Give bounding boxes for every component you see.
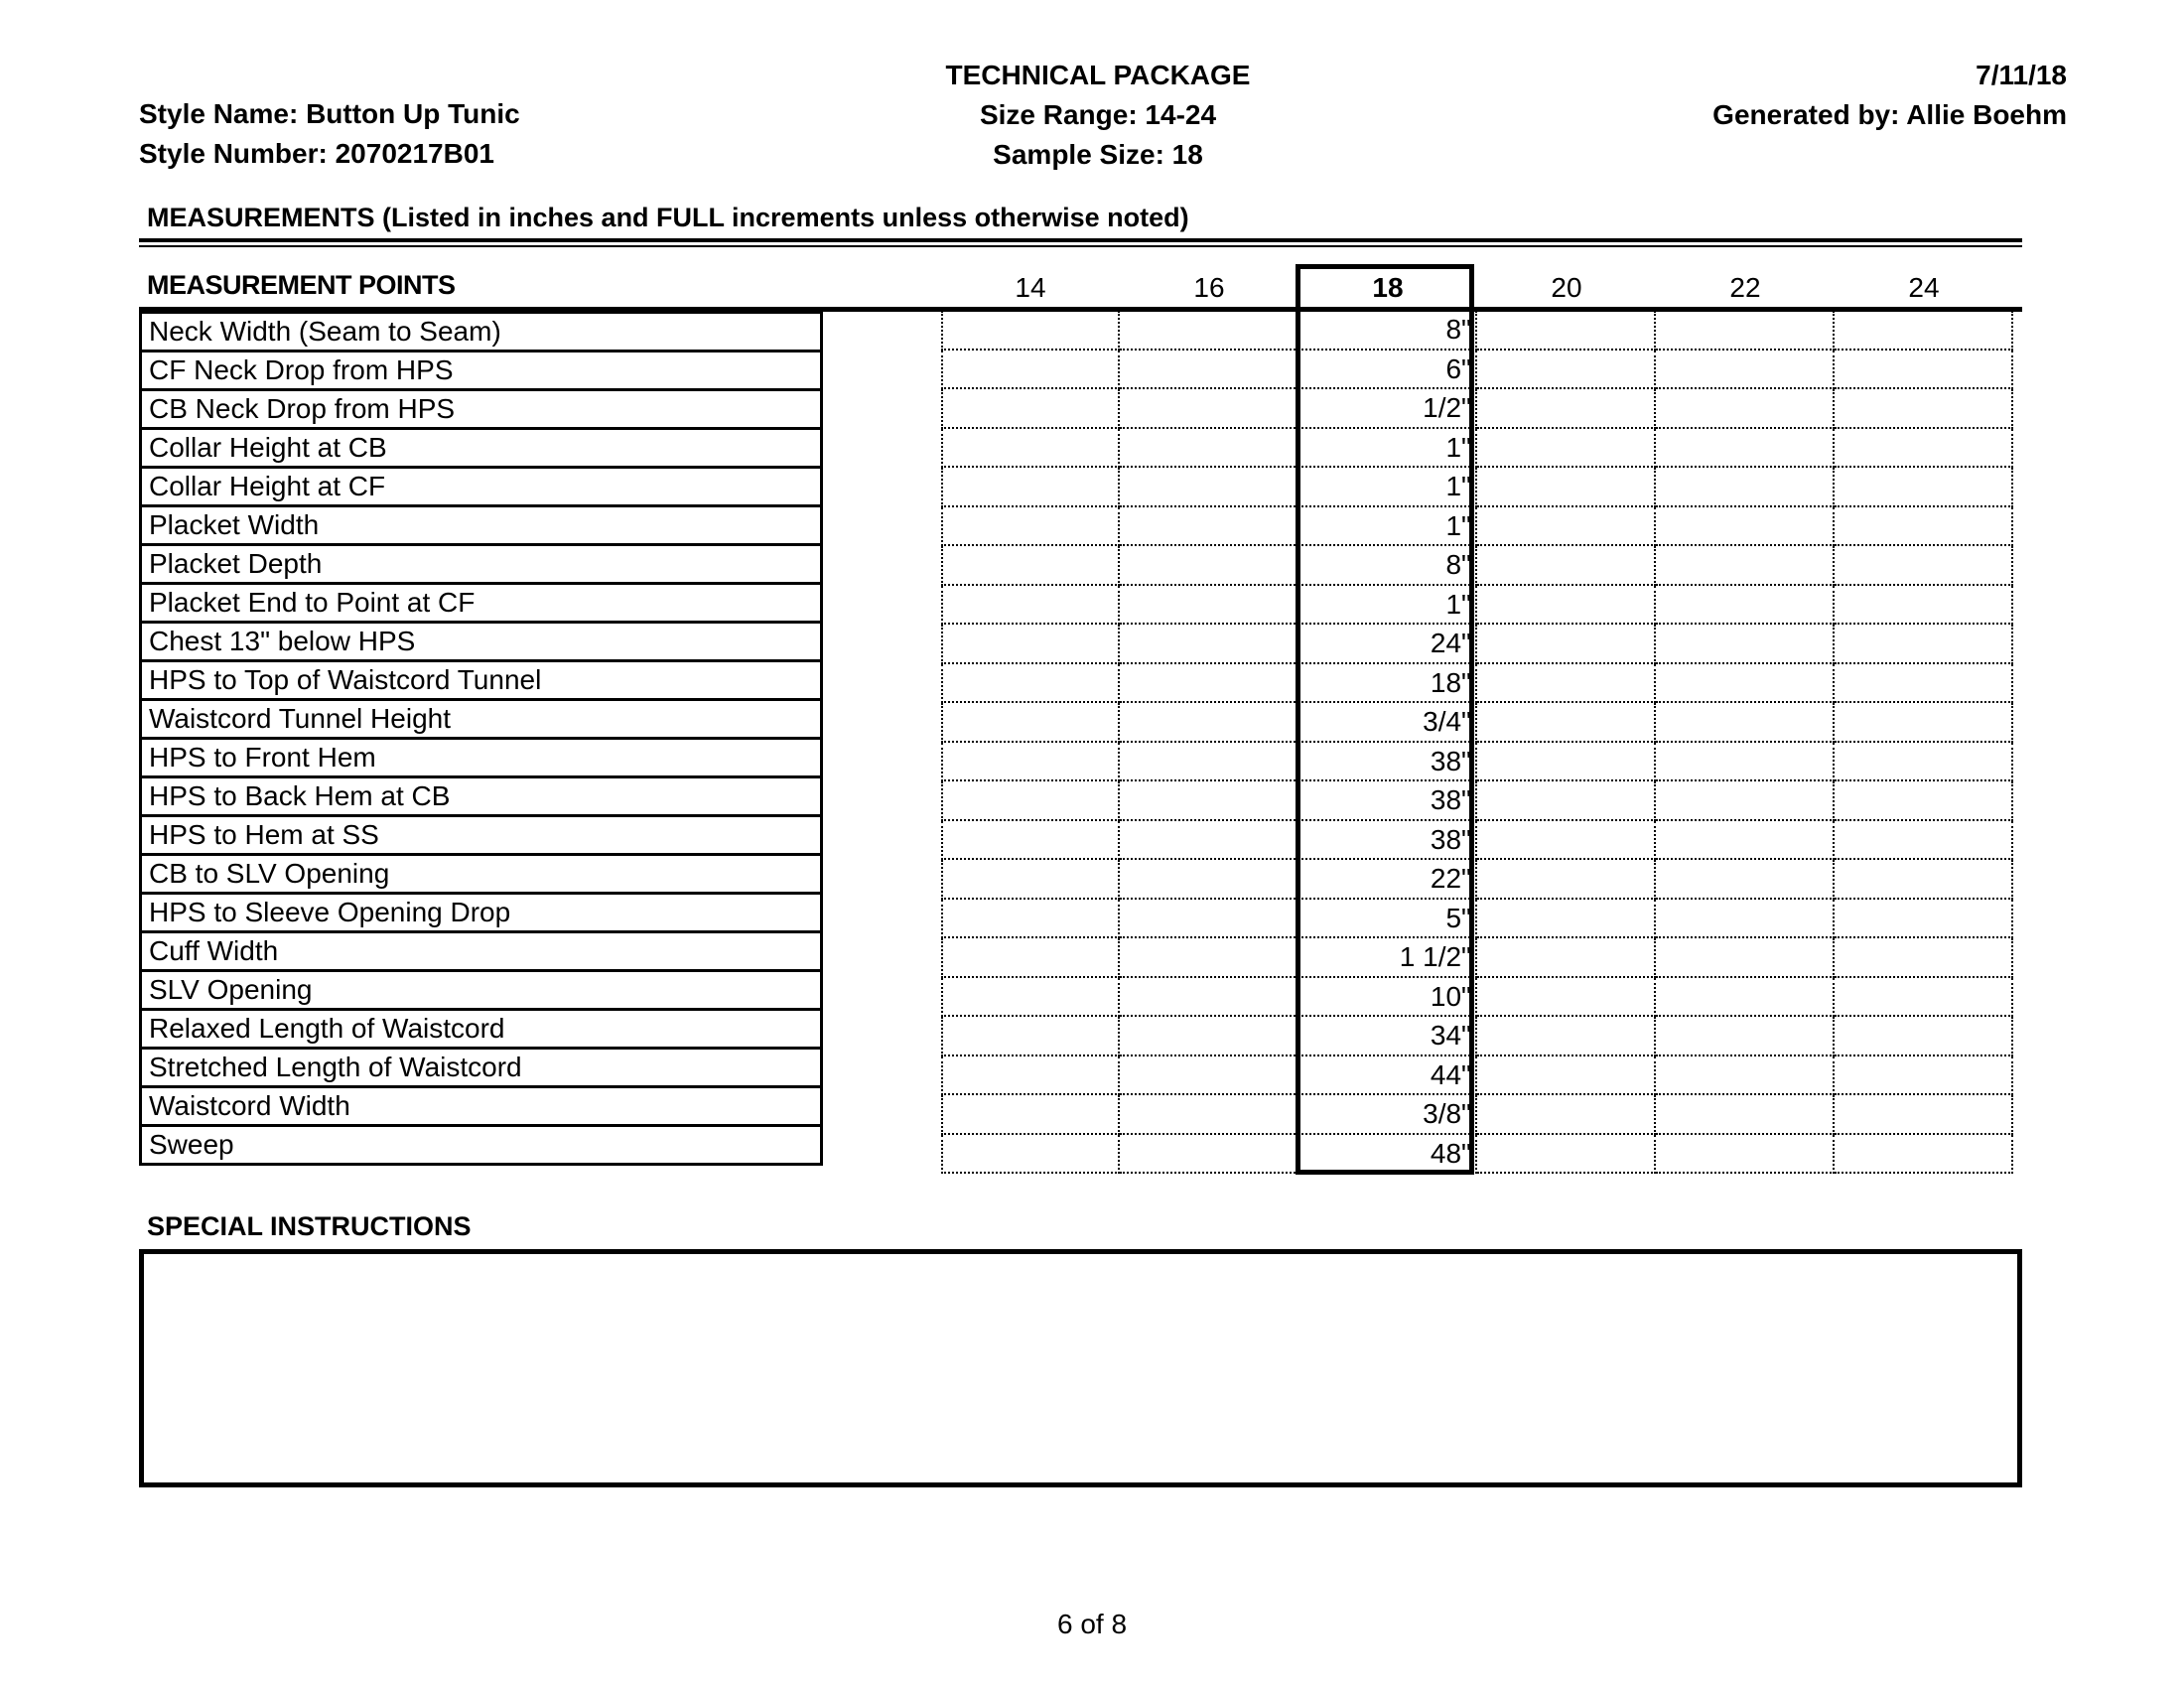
table-row — [141, 468, 822, 506]
size-cell[interactable] — [1120, 900, 1298, 939]
measurement-point-label: HPS to Front Hem — [141, 739, 822, 777]
size-cell[interactable] — [1835, 664, 2013, 704]
size-cell[interactable] — [1477, 311, 1656, 351]
size-cell[interactable]: 34" — [1298, 1017, 1477, 1056]
table-row — [141, 545, 822, 584]
size-cell[interactable] — [1835, 781, 2013, 821]
table-row — [141, 1087, 822, 1126]
measurement-point-label: CB Neck Drop from HPS — [141, 390, 822, 429]
size-cell[interactable] — [1120, 389, 1298, 429]
size-cell[interactable] — [1477, 1135, 1656, 1175]
size-cell[interactable] — [1835, 703, 2013, 743]
measurement-point-label: Cuff Width — [141, 932, 822, 971]
measurement-point-label: HPS to Top of Waistcord Tunnel — [141, 661, 822, 700]
table-row — [141, 313, 822, 352]
style-info — [139, 94, 520, 174]
page-number: 6 of 8 — [1056, 1609, 1128, 1639]
size-cell[interactable] — [1120, 938, 1298, 978]
table-row — [141, 1010, 822, 1049]
size-cell[interactable] — [941, 586, 1120, 626]
size-cell[interactable] — [1656, 586, 1835, 626]
size-cell[interactable] — [1656, 1056, 1835, 1096]
measurements-title: MEASUREMENTS (Listed in inches and FULL increments unless otherwise noted) — [147, 203, 1189, 232]
size-cell[interactable] — [941, 743, 1120, 782]
size-cell[interactable] — [1477, 664, 1656, 704]
size-cell[interactable] — [1656, 546, 1835, 586]
table-row — [141, 971, 822, 1010]
size-cell[interactable] — [941, 1135, 1120, 1175]
document-date: 7/11/18 — [1976, 60, 2067, 90]
size-cell[interactable]: 5" — [1298, 900, 1477, 939]
size-cell[interactable]: 8" — [1298, 546, 1477, 586]
size-cell[interactable] — [1477, 938, 1656, 978]
size-cell[interactable]: 8" — [1298, 311, 1477, 351]
size-cell[interactable] — [1835, 821, 2013, 861]
size-cell[interactable] — [1835, 1095, 2013, 1135]
size-header-22: 22 — [1729, 272, 1761, 303]
size-cell[interactable] — [1835, 586, 2013, 626]
table-row — [141, 777, 822, 816]
size-range: Size Range: 14-24 — [979, 99, 1217, 130]
size-cell[interactable] — [1835, 1017, 2013, 1056]
size-cell[interactable] — [1477, 781, 1656, 821]
size-cell[interactable] — [1120, 821, 1298, 861]
size-cell[interactable] — [1835, 860, 2013, 900]
size-cell[interactable] — [1656, 821, 1835, 861]
size-cell[interactable] — [941, 389, 1120, 429]
table-row — [141, 584, 822, 623]
size-cell[interactable] — [941, 821, 1120, 861]
size-cell[interactable] — [1835, 1135, 2013, 1175]
size-cell[interactable] — [1120, 860, 1298, 900]
size-cell[interactable] — [1835, 625, 2013, 664]
size-cell[interactable]: 1" — [1298, 586, 1477, 626]
size-cell[interactable] — [1477, 546, 1656, 586]
size-cell[interactable] — [941, 900, 1120, 939]
size-cell[interactable] — [1120, 625, 1298, 664]
measurement-point-label: Neck Width (Seam to Seam) — [141, 313, 822, 352]
size-cell[interactable] — [1656, 625, 1835, 664]
size-cell[interactable] — [1120, 664, 1298, 704]
size-cell[interactable] — [1656, 351, 1835, 390]
measurement-point-label: Sweep — [141, 1126, 822, 1165]
size-cell[interactable]: 1" — [1298, 468, 1477, 507]
size-cell[interactable] — [941, 311, 1120, 351]
measurement-point-label: Collar Height at CF — [141, 468, 822, 506]
special-instructions-box[interactable] — [139, 1249, 2022, 1487]
size-cell[interactable] — [1835, 978, 2013, 1018]
size-cell[interactable] — [941, 468, 1120, 507]
size-cell[interactable] — [941, 938, 1120, 978]
table-row — [141, 623, 822, 661]
size-cell[interactable] — [1656, 743, 1835, 782]
size-cell[interactable] — [1835, 351, 2013, 390]
measurement-point-label: HPS to Hem at SS — [141, 816, 822, 855]
style-number: Style Number: 2070217B01 — [139, 138, 494, 169]
size-cell[interactable] — [1656, 311, 1835, 351]
size-cell[interactable] — [1477, 860, 1656, 900]
size-cell[interactable] — [941, 1017, 1120, 1056]
size-cell[interactable] — [1477, 586, 1656, 626]
size-cell[interactable] — [1477, 468, 1656, 507]
size-cell[interactable] — [1120, 507, 1298, 547]
document-meta — [1712, 56, 2067, 135]
measurement-point-label: Placket Depth — [141, 545, 822, 584]
size-header-20: 20 — [1551, 272, 1582, 303]
size-cell[interactable] — [1120, 1095, 1298, 1135]
measurement-point-label: Waistcord Width — [141, 1087, 822, 1126]
table-row — [141, 1049, 822, 1087]
size-cell[interactable] — [1120, 468, 1298, 507]
size-cell[interactable] — [941, 978, 1120, 1018]
measurement-point-label: Placket Width — [141, 506, 822, 545]
table-row — [141, 739, 822, 777]
measurement-points-header: MEASUREMENT POINTS — [147, 270, 456, 300]
table-row — [141, 816, 822, 855]
size-cell[interactable] — [941, 429, 1120, 469]
section-divider — [139, 238, 2022, 247]
size-cell[interactable] — [1477, 507, 1656, 547]
size-cell[interactable]: 48" — [1298, 1135, 1477, 1175]
document-heading — [794, 56, 1402, 175]
style-name: Style Name: Button Up Tunic — [139, 98, 520, 129]
measurement-points-table — [139, 311, 823, 1166]
size-cell[interactable] — [1120, 1135, 1298, 1175]
size-cell[interactable] — [1120, 743, 1298, 782]
size-cell[interactable] — [941, 507, 1120, 547]
size-cell[interactable] — [1477, 703, 1656, 743]
table-row — [141, 855, 822, 894]
size-cell[interactable] — [1656, 900, 1835, 939]
size-header-24: 24 — [1908, 272, 1940, 303]
table-row — [141, 700, 822, 739]
generated-by: Generated by: Allie Boehm — [1712, 99, 2067, 130]
size-column-18 — [1298, 311, 1477, 1175]
document-title: TECHNICAL PACKAGE — [945, 60, 1251, 90]
size-cell[interactable] — [1656, 468, 1835, 507]
size-header-14: 14 — [1015, 272, 1046, 303]
size-column-22 — [1656, 311, 1835, 1175]
size-column-16 — [1120, 311, 1298, 1175]
size-header-18: 18 — [1372, 272, 1404, 303]
size-cell[interactable] — [1656, 664, 1835, 704]
measurement-point-label: Relaxed Length of Waistcord — [141, 1010, 822, 1049]
size-cell[interactable] — [1835, 1056, 2013, 1096]
table-row — [141, 429, 822, 468]
measurement-point-label: HPS to Sleeve Opening Drop — [141, 894, 822, 932]
table-row — [141, 661, 822, 700]
size-cell[interactable]: 18" — [1298, 664, 1477, 704]
size-cell[interactable] — [1477, 625, 1656, 664]
size-cell[interactable] — [941, 625, 1120, 664]
size-cell[interactable] — [1477, 1017, 1656, 1056]
size-cell[interactable] — [1120, 1056, 1298, 1096]
measurement-point-label: CB to SLV Opening — [141, 855, 822, 894]
size-cell[interactable] — [1835, 468, 2013, 507]
size-cell[interactable] — [1477, 1095, 1656, 1135]
size-column-14 — [941, 311, 1120, 1175]
size-cell[interactable] — [941, 781, 1120, 821]
size-cell[interactable] — [941, 351, 1120, 390]
size-cell[interactable] — [1656, 1095, 1835, 1135]
size-cell[interactable] — [1477, 743, 1656, 782]
size-cell[interactable] — [1835, 938, 2013, 978]
size-cell[interactable] — [941, 703, 1120, 743]
size-cell[interactable] — [1835, 429, 2013, 469]
table-row — [141, 932, 822, 971]
size-cell[interactable]: 1/2" — [1298, 389, 1477, 429]
size-cell[interactable] — [1120, 351, 1298, 390]
size-cell[interactable] — [1477, 429, 1656, 469]
size-cell[interactable] — [1120, 1017, 1298, 1056]
size-cell[interactable] — [1656, 1017, 1835, 1056]
size-cell[interactable] — [1656, 938, 1835, 978]
size-cell[interactable] — [1120, 586, 1298, 626]
size-cell[interactable] — [1656, 507, 1835, 547]
size-cell[interactable] — [1835, 900, 2013, 939]
size-cell[interactable] — [1656, 860, 1835, 900]
measurement-point-label: CF Neck Drop from HPS — [141, 352, 822, 390]
size-cell[interactable] — [1835, 743, 2013, 782]
size-cell[interactable]: 38" — [1298, 781, 1477, 821]
size-cell[interactable] — [1835, 389, 2013, 429]
size-cell[interactable]: 3/4" — [1298, 703, 1477, 743]
size-cell[interactable] — [1477, 351, 1656, 390]
table-row — [141, 506, 822, 545]
size-cell[interactable]: 6" — [1298, 351, 1477, 390]
size-cell[interactable]: 24" — [1298, 625, 1477, 664]
table-row — [141, 1126, 822, 1165]
size-column-20 — [1477, 311, 1656, 1175]
size-cell[interactable] — [1120, 978, 1298, 1018]
size-cell[interactable] — [1656, 978, 1835, 1018]
sample-size: Sample Size: 18 — [993, 139, 1203, 170]
size-cell[interactable] — [1477, 389, 1656, 429]
size-cell[interactable] — [941, 1056, 1120, 1096]
measurement-point-label: Stretched Length of Waistcord — [141, 1049, 822, 1087]
size-cell[interactable]: 1" — [1298, 429, 1477, 469]
size-cell[interactable] — [941, 664, 1120, 704]
size-cell[interactable] — [941, 860, 1120, 900]
size-cell[interactable] — [1120, 546, 1298, 586]
size-cell[interactable] — [1477, 1056, 1656, 1096]
size-cell[interactable] — [1835, 546, 2013, 586]
table-row — [141, 352, 822, 390]
size-header-16: 16 — [1193, 272, 1225, 303]
size-cell[interactable]: 38" — [1298, 821, 1477, 861]
size-cell[interactable] — [1656, 1135, 1835, 1175]
size-cell[interactable] — [1120, 703, 1298, 743]
size-cell[interactable] — [1656, 429, 1835, 469]
size-cell[interactable]: 1 1/2" — [1298, 938, 1477, 978]
size-cell[interactable]: 10" — [1298, 978, 1477, 1018]
size-cell[interactable] — [941, 546, 1120, 586]
table-row — [141, 390, 822, 429]
table-row — [141, 894, 822, 932]
size-cell[interactable] — [1656, 389, 1835, 429]
measurement-point-label: Chest 13" below HPS — [141, 623, 822, 661]
size-cell[interactable] — [1656, 703, 1835, 743]
size-cell[interactable] — [1477, 900, 1656, 939]
measurement-point-label: SLV Opening — [141, 971, 822, 1010]
measurement-point-label: Collar Height at CB — [141, 429, 822, 468]
size-cell[interactable]: 44" — [1298, 1056, 1477, 1096]
special-instructions-title: SPECIAL INSTRUCTIONS — [147, 1211, 472, 1241]
measurement-point-label: Placket End to Point at CF — [141, 584, 822, 623]
size-cell[interactable] — [1477, 821, 1656, 861]
size-cell[interactable]: 38" — [1298, 743, 1477, 782]
size-cell[interactable]: 1" — [1298, 507, 1477, 547]
size-cell[interactable]: 3/8" — [1298, 1095, 1477, 1135]
size-cell[interactable] — [1120, 781, 1298, 821]
size-cell[interactable] — [1477, 978, 1656, 1018]
size-cell[interactable] — [1120, 311, 1298, 351]
measurement-point-label: HPS to Back Hem at CB — [141, 777, 822, 816]
size-cell[interactable] — [1835, 311, 2013, 351]
size-column-24 — [1835, 311, 2013, 1175]
size-cell[interactable] — [1835, 507, 2013, 547]
size-cell[interactable] — [1656, 781, 1835, 821]
measurement-point-label: Waistcord Tunnel Height — [141, 700, 822, 739]
size-cell[interactable] — [941, 1095, 1120, 1135]
size-cell[interactable] — [1120, 429, 1298, 469]
size-cell[interactable]: 22" — [1298, 860, 1477, 900]
